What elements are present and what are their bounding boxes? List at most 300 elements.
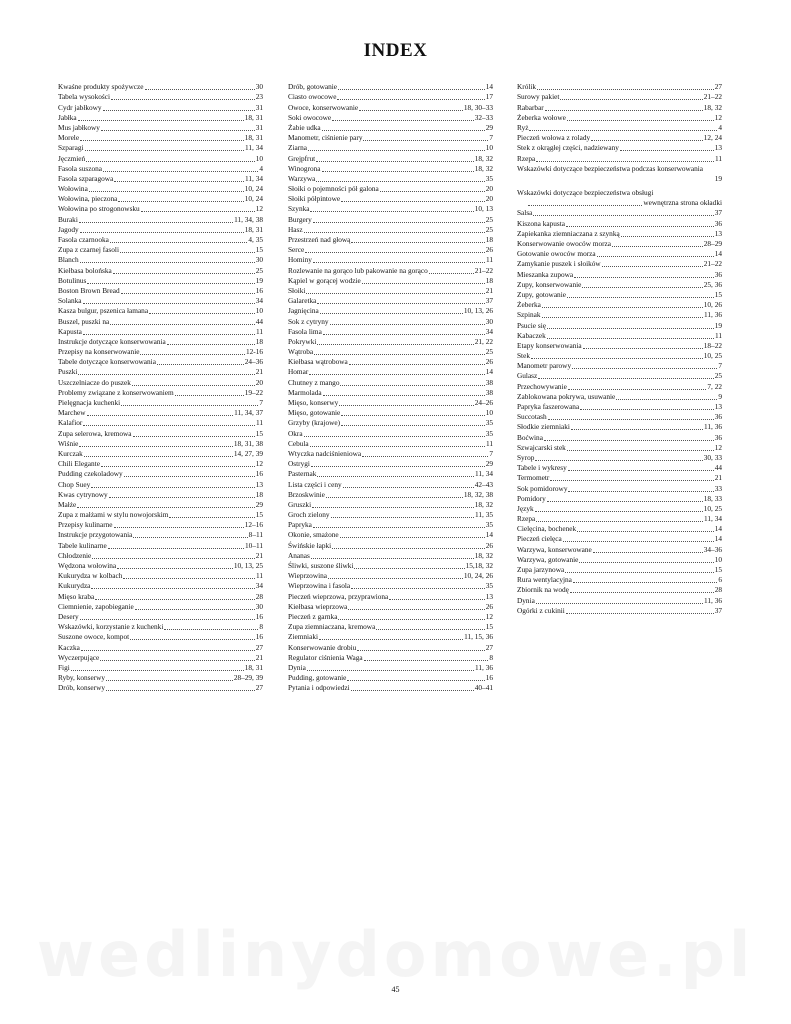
dot-leader: [80, 262, 255, 263]
index-entry-page: 44: [255, 316, 263, 326]
index-entry-name: Lista części i ceny: [288, 479, 342, 489]
index-entry-name: Świńskie łapki: [288, 540, 332, 550]
index-entry-page: 14: [714, 249, 722, 259]
dot-leader: [560, 99, 702, 100]
dot-leader: [322, 130, 485, 131]
dot-leader: [537, 89, 714, 90]
index-entry: [517, 351, 722, 361]
index-entry-name: Morele: [58, 133, 80, 143]
index-entry: [58, 174, 263, 184]
dot-leader: [326, 497, 463, 498]
dot-leader: [83, 425, 255, 426]
index-entry-name: Tabele dotyczące konserwowania: [58, 357, 156, 367]
index-entry: [58, 102, 263, 112]
dot-leader: [77, 507, 254, 508]
index-entry-name: Pieczeń cielęca: [517, 534, 562, 544]
index-entry: [58, 673, 263, 683]
index-entry-name: Hominy: [288, 255, 312, 265]
index-entry-name: Rabarbar: [517, 102, 544, 112]
dot-leader: [348, 609, 484, 610]
index-entry: [58, 449, 263, 459]
index-entry-name: Wędzona wołowina: [58, 561, 117, 570]
dot-leader: [118, 201, 243, 202]
index-entry-name: Drób, gotowanie: [288, 82, 338, 92]
index-entry: [58, 479, 263, 489]
index-entry-page: 28–29, 39: [233, 673, 263, 683]
index-entry: [288, 663, 493, 673]
index-entry-name: Zupa ziemniaczana, kremowa: [288, 622, 376, 632]
index-entry-name: Ziarna: [288, 143, 308, 153]
dot-leader: [602, 266, 703, 267]
index-entry-page: 34: [255, 296, 263, 306]
index-entry: [517, 229, 722, 239]
index-entry: [288, 102, 493, 112]
index-entry: [288, 265, 493, 275]
index-entry: [288, 316, 493, 326]
index-entry: [58, 367, 263, 377]
index-entry: [58, 602, 263, 612]
dot-leader: [100, 660, 254, 661]
index-entry-page: 15: [255, 245, 263, 255]
index-entry-name: Grzyby (krajowe): [288, 418, 341, 428]
dot-leader: [175, 395, 244, 396]
index-entry-name: Pieczeń wołowa z rolady: [517, 133, 591, 143]
index-entry-page: 18: [485, 275, 493, 285]
index-entry: [288, 500, 493, 510]
index-entry-page: 11: [485, 255, 493, 265]
index-entry-page: 34: [485, 326, 493, 336]
dot-leader: [91, 588, 254, 589]
index-entry-page: 16: [255, 285, 263, 295]
index-entry: [288, 490, 493, 500]
index-entry-page: 12-16: [245, 347, 263, 357]
index-entry-page: 18: [485, 235, 493, 244]
index-entry: [58, 123, 263, 133]
dot-leader: [317, 303, 484, 304]
dot-leader: [357, 650, 484, 651]
index-entry-page: 14: [714, 524, 722, 534]
index-entry: [288, 449, 493, 459]
index-entry-name: Zupa z czarnej fasoli: [58, 245, 119, 255]
dot-leader: [313, 222, 485, 223]
dot-leader: [545, 110, 703, 111]
index-entry-name: Zbiornik na wodę: [517, 585, 569, 595]
index-entry-name: Manometr parowy: [517, 361, 572, 371]
index-entry-name: Gruszki: [288, 499, 312, 509]
index-entry: [288, 622, 493, 632]
index-entry: [288, 459, 493, 469]
index-entry-page: 26: [485, 357, 493, 367]
index-entry-name: Termometr: [517, 473, 550, 483]
index-entry-page: 7: [489, 133, 493, 143]
dot-leader: [612, 246, 703, 247]
dot-leader: [309, 374, 484, 375]
index-entry-page: 10, 25: [703, 503, 722, 513]
index-entry-name: Mieszanka zupowa: [517, 269, 574, 279]
index-entry-page: 11, 34, 37: [234, 408, 263, 418]
index-entry: [517, 92, 722, 102]
index-entry-name: Zupy, gotowanie: [517, 289, 566, 299]
index-entry-name: Boćwina: [517, 432, 543, 442]
dot-leader: [164, 629, 258, 630]
dot-leader: [305, 252, 484, 253]
index-entry-page: 19: [714, 320, 722, 330]
dot-leader: [340, 537, 485, 538]
index-entry: [58, 398, 263, 408]
index-entry-name: Brzoskwinie: [288, 489, 325, 499]
index-entry: [517, 82, 722, 92]
dot-leader: [78, 374, 254, 375]
index-entry-page: 11, 36: [704, 422, 722, 432]
index-entry: [58, 591, 263, 601]
index-entry-name: Kasza bulgur, pszenica łamana: [58, 306, 149, 316]
dot-leader: [616, 399, 717, 400]
index-entry: [288, 113, 493, 123]
index-entry-page: 21: [255, 550, 263, 560]
index-entry-page: 34: [255, 581, 263, 591]
dot-leader: [571, 429, 703, 430]
index-entry-page: 9: [718, 391, 722, 401]
index-entry-name: Mięso kraba: [58, 591, 95, 601]
index-entry: [288, 214, 493, 224]
index-entry-name: Wtyczka nadciśnieniowa: [288, 448, 362, 458]
dot-leader: [323, 395, 485, 396]
dot-leader: [307, 670, 474, 671]
index-entry-name: Tabela wysokości: [58, 92, 110, 102]
index-entry: [517, 432, 722, 442]
index-entry-page: 7: [718, 361, 722, 371]
index-entry-page: 10, 13, 25: [233, 561, 263, 570]
index-entry-page: 35: [485, 418, 493, 428]
dot-leader: [103, 110, 255, 111]
index-entry-page: 11, 36: [704, 310, 722, 320]
index-entry-page: 35: [485, 428, 493, 438]
dot-leader: [108, 548, 244, 549]
index-entry-name: Ogórki z cukinii: [517, 605, 565, 615]
dot-leader: [319, 639, 463, 640]
index-entry-name: Warzywa, gotowanie: [517, 554, 579, 564]
index-entry: [517, 494, 722, 504]
index-entry: [288, 245, 493, 255]
dot-leader: [157, 364, 244, 365]
dot-leader: [536, 161, 714, 162]
index-entry: [288, 479, 493, 489]
index-entry-page: 36: [714, 218, 722, 228]
index-entry-name: Rzepa: [517, 514, 536, 524]
index-entry-name: Wieprzowina i fasola: [288, 581, 351, 591]
index-entry-page: 18–22: [703, 340, 722, 350]
index-entry-page: 16: [255, 469, 263, 479]
dot-leader: [313, 527, 485, 528]
index-entry-page: wewnętrzna strona okładki: [643, 198, 722, 208]
index-entry-name: Zablokowana pokrywa, usuwanie: [517, 391, 616, 401]
index-entry-page: 16: [485, 673, 493, 683]
index-entry: [58, 214, 263, 224]
index-entry-page: 19–22: [244, 387, 263, 397]
dot-leader: [574, 277, 714, 278]
index-entry-page: 38: [485, 387, 493, 397]
dot-leader: [547, 501, 703, 502]
index-entry-name: Zupa selerowa, kremowa: [58, 428, 132, 438]
index-entry-page: 25, 36: [703, 279, 722, 289]
index-entry: [288, 204, 493, 214]
dot-leader: [341, 415, 484, 416]
index-entry-page: 23: [255, 92, 263, 102]
dot-leader: [542, 307, 703, 308]
index-entry-page: 21–22: [703, 92, 722, 102]
index-entry-name: Regulator ciśnienia Waga: [288, 652, 363, 662]
index-entry-page: 27: [255, 683, 263, 693]
index-entry: [58, 276, 263, 286]
index-entry: [58, 82, 263, 92]
dot-leader: [535, 511, 703, 512]
index-entry-page: 11, 15, 36: [464, 632, 493, 642]
index-entry-name: Słodkie ziemniaki: [517, 422, 570, 432]
index-entry-name: Hasz: [288, 224, 303, 234]
index-entry-name: Sok pomidorowy: [517, 483, 568, 493]
index-entry-name: Winogrona: [288, 163, 321, 173]
index-entry-name: Ciasto owocowe: [288, 92, 337, 102]
index-entry: [58, 408, 263, 418]
dot-leader: [341, 201, 485, 202]
index-entry-page: 11, 34, 38: [234, 214, 263, 224]
index-entry-page: 37: [485, 296, 493, 306]
index-entry: [58, 286, 263, 296]
index-entry-page: 12: [485, 611, 493, 621]
index-entry: [517, 208, 722, 218]
index-entry-page: 21–22: [703, 259, 722, 269]
index-entry-page: 25: [485, 347, 493, 357]
index-entry: [517, 102, 722, 112]
dot-leader: [140, 354, 245, 355]
index-entry-name: Śliwki, suszone śliwki: [288, 561, 354, 570]
index-entry-name: Przepisy na konserwowanie: [58, 347, 140, 357]
dot-leader: [332, 548, 485, 549]
index-entry: [288, 327, 493, 337]
index-entry-page: 13: [485, 591, 493, 601]
index-entry: [58, 500, 263, 510]
index-entry-name: Kiełbasa bolońska: [58, 265, 112, 275]
index-entry-page: 29: [485, 459, 493, 469]
index-entry-page: 7: [259, 398, 263, 407]
index-entry-name: Wieprzowina: [288, 571, 328, 581]
dot-leader: [311, 466, 485, 467]
index-entry-name: Soki owocowe: [288, 112, 332, 122]
index-entry: [517, 133, 722, 143]
index-entry-name: Wątroba: [288, 347, 314, 357]
index-entry-name: Fasola lima: [288, 326, 322, 336]
index-entry: [58, 164, 263, 174]
index-entry: [58, 316, 263, 326]
dot-leader: [132, 385, 255, 386]
dot-leader: [531, 358, 703, 359]
dot-leader: [80, 232, 244, 233]
dot-leader: [71, 670, 244, 671]
dot-leader: [591, 140, 703, 141]
index-entry-page: 25: [255, 265, 263, 275]
index-entry: [288, 377, 493, 387]
dot-leader: [80, 140, 244, 141]
index-entry-name: Warzywa, konserwowane: [517, 544, 592, 554]
index-entry-name: Marchew: [58, 408, 86, 418]
dot-leader: [101, 130, 255, 131]
index-entry-page: 10, 24: [244, 184, 263, 194]
index-entry-name: Szparagi: [58, 143, 84, 153]
index-entry-name: Ciemnienie, zapobieganie: [58, 601, 134, 611]
index-entry-page: 14, 27, 39: [233, 448, 263, 458]
index-entry: [517, 473, 722, 483]
index-entry: [288, 530, 493, 540]
index-entry-page: 37: [714, 208, 722, 218]
dot-leader: [351, 690, 474, 691]
dot-leader: [547, 328, 714, 329]
index-entry-page: 19: [255, 275, 263, 285]
index-entry-name: Marmolada: [288, 387, 322, 397]
index-entry: [58, 388, 263, 398]
index-entry-page: 10, 26: [703, 300, 722, 310]
index-entry-page: 19: [714, 173, 722, 183]
index-entry-name: Żeberka: [517, 300, 541, 310]
index-entry: [58, 337, 263, 347]
index-entry-page: 18, 31: [244, 133, 263, 143]
index-entry: [288, 347, 493, 357]
index-entry-name: Kaczka: [58, 642, 80, 652]
index-entry-name: Pudding, gotowanie: [288, 673, 347, 683]
index-entry-page: 11, 34: [704, 514, 722, 524]
dot-leader: [363, 140, 488, 141]
index-entry-page: 10, 13: [474, 204, 493, 214]
index-entry-name: Kwas cytrynowy: [58, 489, 108, 499]
index-entry: [288, 123, 493, 133]
dot-leader: [544, 440, 714, 441]
index-entry-page: 18, 30–33: [463, 102, 493, 112]
index-entry-name: Słoiki: [288, 285, 306, 295]
index-entry-page: 15: [714, 565, 722, 574]
index-entry: [58, 520, 263, 530]
index-entry-name: Wiśnie: [58, 438, 79, 448]
index-entry: [58, 469, 263, 479]
dot-leader: [111, 99, 255, 100]
index-entry: [288, 184, 493, 194]
dot-leader: [308, 150, 485, 151]
index-entry: [58, 459, 263, 469]
index-entry-name: Instrukcje przygotowania: [58, 530, 133, 540]
index-entry: [288, 439, 493, 449]
index-entry-name: Zupy, konserwowanie: [517, 279, 582, 289]
dot-leader: [582, 287, 702, 288]
index-entry-page: 11: [714, 153, 722, 163]
index-entry: [517, 218, 722, 228]
index-entry: [288, 520, 493, 530]
dot-leader: [597, 256, 714, 257]
index-entry-name: Kiełbasa wątrobowa: [288, 357, 348, 367]
index-entry: [58, 540, 263, 550]
index-entry: [517, 392, 722, 402]
dot-leader: [528, 205, 642, 206]
index-entry-page: 14: [485, 530, 493, 540]
index-entry-page: 11, 34: [245, 173, 263, 183]
index-entry-name: Kukurydza: [58, 581, 91, 591]
index-entry-name: Zupa z małżami w stylu nowojorskim: [58, 510, 169, 520]
index-entry-page: 36: [714, 412, 722, 422]
index-entry-name: Ananas: [288, 550, 310, 560]
dot-leader: [316, 181, 484, 182]
index-entry-name: Warzywa: [288, 173, 316, 183]
index-entry: [288, 286, 493, 296]
index-entry-page: 15: [714, 289, 722, 299]
index-entry: [288, 255, 493, 265]
index-column-2: [288, 82, 493, 693]
index-entry-page: 18, 31: [244, 662, 263, 672]
dot-leader: [322, 171, 474, 172]
dot-leader: [84, 456, 233, 457]
index-entry-name: Okonie, smażone: [288, 530, 339, 540]
index-entry-page: 30: [255, 601, 263, 611]
dot-leader: [354, 568, 464, 569]
dot-leader: [101, 466, 255, 467]
dot-leader: [351, 242, 484, 243]
index-column-3: [517, 82, 722, 616]
index-entry-name: Problemy związane z konserwowaniem: [58, 387, 174, 397]
index-entry-page: 21: [255, 367, 263, 377]
dot-leader: [533, 215, 713, 216]
index-entry: [58, 245, 263, 255]
index-entry-page: 14: [485, 367, 493, 377]
index-entry: [288, 143, 493, 153]
dot-leader: [529, 130, 717, 131]
dot-leader: [593, 552, 703, 553]
index-entry-page: 10, 24: [244, 194, 263, 204]
index-entry-page: 11, 35: [475, 510, 493, 520]
index-entry-name: Pielęgnacja kuchenki: [58, 398, 121, 407]
dot-leader: [362, 456, 488, 457]
index-entry: [517, 164, 722, 184]
index-entry-name: Buszel, puszki na: [58, 316, 110, 326]
index-entry-page: 11: [255, 571, 263, 581]
index-entry-name: Ziemniaki: [288, 632, 318, 642]
dot-leader: [359, 110, 463, 111]
index-entry: [58, 377, 263, 387]
dot-leader: [314, 354, 485, 355]
index-entry: [517, 381, 722, 391]
index-entry-name: Ostrygi: [288, 459, 310, 469]
index-entry: [58, 235, 263, 245]
index-entry: [288, 225, 493, 235]
dot-leader: [133, 537, 247, 538]
index-entry: [517, 153, 722, 163]
index-entry-page: 25: [485, 224, 493, 234]
index-entry-name: Botulinus: [58, 275, 87, 285]
dot-leader: [362, 283, 485, 284]
dot-leader: [83, 334, 255, 335]
index-entry-page: 11, 34: [245, 143, 263, 153]
index-entry: [517, 310, 722, 320]
index-entry-page: 16: [255, 632, 263, 642]
index-entry-page: 18, 32: [703, 102, 722, 112]
dot-leader: [121, 405, 258, 406]
dot-leader: [86, 161, 255, 162]
index-entry: [288, 551, 493, 561]
index-entry: [58, 184, 263, 194]
index-entry-name: Succotash: [517, 412, 547, 422]
index-entry: [58, 490, 263, 500]
index-entry: [517, 320, 722, 330]
index-entry: [58, 581, 263, 591]
dot-leader: [114, 181, 244, 182]
index-entry: [288, 612, 493, 622]
index-entry: [517, 290, 722, 300]
dot-leader: [577, 531, 714, 532]
